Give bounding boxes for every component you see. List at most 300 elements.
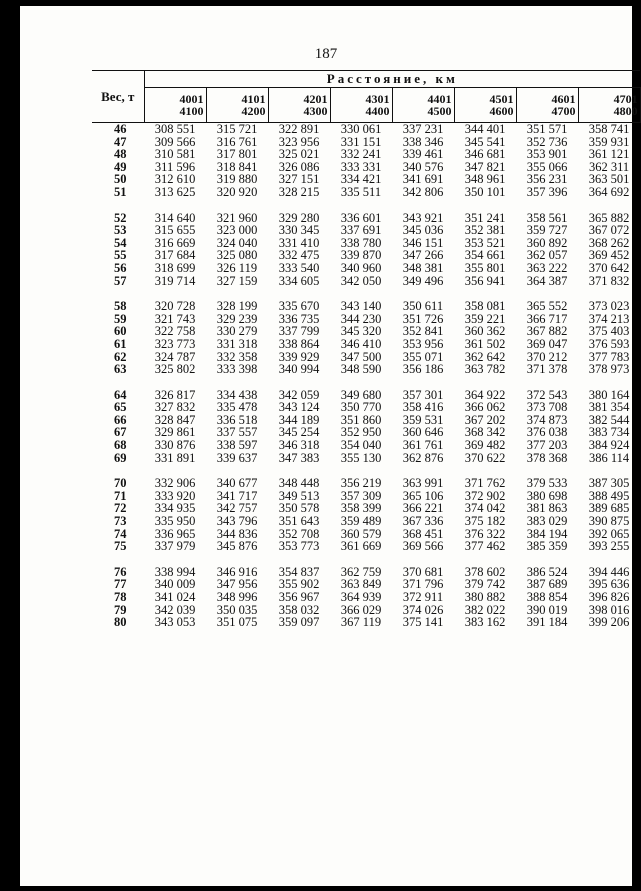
document-page	[20, 6, 638, 886]
range-to: 4600	[489, 104, 514, 118]
tariff-value-cell: 368 451	[402, 526, 444, 541]
weight-cell: 48	[114, 147, 127, 162]
tariff-value-cell: 328 199	[216, 299, 258, 314]
tariff-value-cell: 317 684	[154, 248, 196, 263]
distance-range-row	[92, 88, 640, 123]
tariff-value-cell: 352 841	[402, 324, 444, 339]
tariff-value-cell: 310 581	[154, 147, 196, 162]
weight-cell: 73	[114, 514, 127, 529]
tariff-value-cell: 330 279	[216, 324, 258, 339]
tariff-value-cell: 385 359	[526, 539, 568, 554]
tariff-value-cell: 327 159	[216, 273, 258, 288]
tariff-value-cell: 330 345	[278, 223, 320, 238]
weight-cell: 51	[114, 184, 127, 199]
tariff-value-cell: 382 544	[588, 412, 630, 427]
tariff-value-cell: 341 717	[216, 488, 258, 503]
tariff-value-cell: 350 101	[464, 184, 506, 199]
tariff-value-cell: 331 410	[278, 235, 320, 250]
tariff-value-cell: 348 961	[464, 172, 506, 187]
tariff-value-cell: 326 086	[278, 159, 320, 174]
tariff-value-cell: 392 065	[588, 526, 630, 541]
weight-cell: 68	[114, 438, 127, 453]
weight-cell: 64	[114, 387, 127, 402]
distance-range-header	[268, 88, 330, 123]
tariff-value-cell: 354 837	[278, 564, 320, 579]
range-from: 4601	[551, 92, 576, 106]
tariff-value-cell: 324 787	[154, 349, 196, 364]
tariff-value-cell: 323 956	[278, 134, 320, 149]
tariff-value-cell: 313 625	[154, 184, 196, 199]
weight-cell: 63	[114, 362, 127, 377]
tariff-value-cell: 355 801	[464, 260, 506, 275]
tariff-value-cell: 360 646	[402, 425, 444, 440]
tariff-value-cell: 376 593	[588, 336, 630, 351]
tariff-value-cell: 384 194	[526, 526, 568, 541]
range-to: 4400	[365, 104, 390, 118]
tariff-value-cell: 351 643	[278, 514, 320, 529]
tariff-value-cell: 308 551	[154, 122, 196, 136]
weight-cell: 80	[114, 615, 127, 630]
tariff-value-cell: 386 524	[526, 564, 568, 579]
tariff-value-cell: 344 836	[216, 526, 258, 541]
distance-range-header	[392, 88, 454, 123]
tariff-value-cell: 337 557	[216, 425, 258, 440]
table-row	[92, 439, 640, 452]
tariff-value-cell: 388 495	[588, 488, 630, 503]
tariff-value-cell: 374 026	[402, 602, 444, 617]
tariff-value-cell: 353 956	[402, 336, 444, 351]
tariff-value-cell: 351 860	[340, 412, 382, 427]
tariff-value-cell: 319 714	[154, 273, 196, 288]
tariff-value-cell: 328 847	[154, 412, 196, 427]
tariff-value-cell: 326 119	[216, 260, 258, 275]
tariff-value-cell: 347 821	[464, 159, 506, 174]
tariff-value-cell: 376 322	[464, 526, 506, 541]
tariff-value-cell: 346 151	[402, 235, 444, 250]
distance-header: Расстояние, км	[144, 71, 640, 88]
range-to: 4700	[551, 104, 576, 118]
tariff-value-cell: 351 241	[464, 210, 506, 225]
tariff-value-cell: 343 140	[340, 299, 382, 314]
tariff-value-cell: 365 106	[402, 488, 444, 503]
weight-cell: 54	[114, 235, 127, 250]
tariff-value-cell: 358 741	[588, 122, 630, 136]
table-row	[92, 300, 640, 313]
tariff-value-cell: 382 022	[464, 602, 506, 617]
tariff-value-cell: 340 677	[216, 476, 258, 491]
tariff-value-cell: 316 761	[216, 134, 258, 149]
tariff-value-cell: 329 239	[216, 311, 258, 326]
table-row	[92, 123, 640, 136]
tariff-value-cell: 331 318	[216, 336, 258, 351]
tariff-value-cell: 355 130	[340, 450, 382, 465]
tariff-value-cell: 337 979	[154, 539, 196, 554]
tariff-value-cell: 333 920	[154, 488, 196, 503]
tariff-value-cell: 323 773	[154, 336, 196, 351]
tariff-value-cell: 390 875	[588, 514, 630, 529]
table-row	[92, 186, 640, 199]
tariff-value-cell: 340 994	[278, 362, 320, 377]
weight-cell: 59	[114, 311, 127, 326]
tariff-value-cell: 350 611	[402, 299, 444, 314]
tariff-value-cell: 332 906	[154, 476, 196, 491]
tariff-value-cell: 383 162	[464, 615, 506, 630]
tariff-value-cell: 353 773	[278, 539, 320, 554]
tariff-value-cell: 368 262	[588, 235, 630, 250]
tariff-value-cell: 334 421	[340, 172, 382, 187]
tariff-value-cell: 366 221	[402, 501, 444, 516]
tariff-value-cell: 346 681	[464, 147, 506, 162]
tariff-value-cell: 359 727	[526, 223, 568, 238]
tariff-value-cell: 337 691	[340, 223, 382, 238]
tariff-value-cell: 355 902	[278, 577, 320, 592]
tariff-value-cell: 349 496	[402, 273, 444, 288]
tariff-value-cell: 378 973	[588, 362, 630, 377]
tariff-value-cell: 340 009	[154, 577, 196, 592]
tariff-value-cell: 360 362	[464, 324, 506, 339]
tariff-value-cell: 370 212	[526, 349, 568, 364]
weight-cell: 61	[114, 336, 127, 351]
tariff-value-cell: 341 024	[154, 590, 196, 604]
tariff-value-cell: 375 403	[588, 324, 630, 339]
tariff-value-cell: 372 911	[402, 590, 444, 604]
weight-cell: 78	[114, 590, 127, 604]
tariff-value-cell: 377 783	[588, 349, 630, 364]
tariff-value-cell: 346 410	[340, 336, 382, 351]
tariff-value-cell: 334 438	[216, 387, 258, 402]
tariff-value-cell: 366 029	[340, 602, 382, 617]
table-row	[92, 591, 640, 604]
tariff-value-cell: 348 448	[278, 476, 320, 491]
tariff-value-cell: 380 882	[464, 590, 506, 604]
tariff-value-cell: 357 396	[526, 184, 568, 199]
tariff-value-cell: 390 019	[526, 602, 568, 617]
tariff-value-cell: 359 489	[340, 514, 382, 529]
tariff-value-cell: 348 381	[402, 260, 444, 275]
tariff-value-cell: 354 040	[340, 438, 382, 453]
tariff-value-cell: 375 182	[464, 514, 506, 529]
tariff-value-cell: 347 956	[216, 577, 258, 592]
tariff-value-cell: 363 782	[464, 362, 506, 377]
tariff-value-cell: 398 016	[588, 602, 630, 617]
tariff-value-cell: 342 039	[154, 602, 196, 617]
tariff-value-cell: 343 796	[216, 514, 258, 529]
tariff-value-cell: 333 398	[216, 362, 258, 377]
range-from: 4201	[303, 92, 328, 106]
tariff-value-cell: 367 202	[464, 412, 506, 427]
weight-cell: 53	[114, 223, 127, 238]
tariff-value-cell: 323 000	[216, 223, 258, 238]
tariff-value-cell: 315 655	[154, 223, 196, 238]
tariff-value-cell: 344 189	[278, 412, 320, 427]
tariff-value-cell: 342 806	[402, 184, 444, 199]
tariff-value-cell: 350 035	[216, 602, 258, 617]
range-from: 4101	[241, 92, 266, 106]
weight-cell: 50	[114, 172, 127, 187]
tariff-value-cell: 336 601	[340, 210, 382, 225]
tariff-value-cell: 315 721	[216, 122, 258, 136]
tariff-value-cell: 336 965	[154, 526, 196, 541]
weight-cell: 65	[114, 400, 127, 415]
tariff-value-cell: 325 802	[154, 362, 196, 377]
tariff-value-cell: 373 023	[588, 299, 630, 314]
tariff-value-cell: 362 642	[464, 349, 506, 364]
table-body	[92, 123, 640, 629]
tariff-value-cell: 331 151	[340, 134, 382, 149]
tariff-value-cell: 360 892	[526, 235, 568, 250]
weight-cell: 71	[114, 488, 127, 503]
tariff-value-cell: 334 605	[278, 273, 320, 288]
weight-cell: 66	[114, 412, 127, 427]
tariff-value-cell: 388 854	[526, 590, 568, 604]
table-row	[92, 148, 640, 161]
tariff-value-cell: 372 902	[464, 488, 506, 503]
tariff-value-cell: 351 075	[216, 615, 258, 630]
tariff-value-cell: 364 922	[464, 387, 506, 402]
group-separator	[92, 199, 640, 212]
tariff-value-cell: 346 318	[278, 438, 320, 453]
tariff-value-cell: 338 597	[216, 438, 258, 453]
tariff-value-cell: 346 916	[216, 564, 258, 579]
tariff-value-cell: 356 967	[278, 590, 320, 604]
weight-cell: 72	[114, 501, 127, 516]
tariff-value-cell: 387 689	[526, 577, 568, 592]
tariff-value-cell: 344 401	[464, 122, 506, 136]
tariff-value-cell: 338 346	[402, 134, 444, 149]
weight-cell: 79	[114, 602, 127, 617]
tariff-value-cell: 329 280	[278, 210, 320, 225]
range-to: 4200	[241, 104, 266, 118]
tariff-value-cell: 343 921	[402, 210, 444, 225]
range-from: 4001	[179, 92, 204, 106]
tariff-value-cell: 353 901	[526, 147, 568, 162]
weight-cell: 67	[114, 425, 127, 440]
tariff-value-cell: 370 681	[402, 564, 444, 579]
tariff-value-cell: 364 939	[340, 590, 382, 604]
tariff-value-cell: 333 331	[340, 159, 382, 174]
weight-cell: 49	[114, 159, 127, 174]
weight-cell: 55	[114, 248, 127, 263]
tariff-value-cell: 387 305	[588, 476, 630, 491]
tariff-value-cell: 327 151	[278, 172, 320, 187]
tariff-value-cell: 347 383	[278, 450, 320, 465]
tariff-value-cell: 343 124	[278, 400, 320, 415]
tariff-value-cell: 369 482	[464, 438, 506, 453]
tariff-value-cell: 378 602	[464, 564, 506, 579]
tariff-value-cell: 371 378	[526, 362, 568, 377]
range-to: 4300	[303, 104, 328, 118]
tariff-value-cell: 311 596	[154, 159, 196, 174]
tariff-value-cell: 349 513	[278, 488, 320, 503]
tariff-value-cell: 379 742	[464, 577, 506, 592]
tariff-value-cell: 362 876	[402, 450, 444, 465]
tariff-value-cell: 347 500	[340, 349, 382, 364]
weight-cell: 56	[114, 260, 127, 275]
tariff-value-cell: 361 669	[340, 539, 382, 554]
tariff-value-cell: 321 743	[154, 311, 196, 326]
range-to: 4500	[427, 104, 452, 118]
table-row	[92, 401, 640, 414]
tariff-value-cell: 312 610	[154, 172, 196, 187]
tariff-value-cell: 353 521	[464, 235, 506, 250]
tariff-value-cell: 322 758	[154, 324, 196, 339]
tariff-value-cell: 366 717	[526, 311, 568, 326]
tariff-value-cell: 395 636	[588, 577, 630, 592]
tariff-value-cell: 362 759	[340, 564, 382, 579]
group-separator	[92, 376, 640, 389]
tariff-value-cell: 360 579	[340, 526, 382, 541]
tariff-value-cell: 356 219	[340, 476, 382, 491]
tariff-value-cell: 380 698	[526, 488, 568, 503]
tariff-value-cell: 367 119	[340, 615, 382, 630]
tariff-value-cell: 359 097	[278, 615, 320, 630]
tariff-value-cell: 339 637	[216, 450, 258, 465]
tariff-value-cell: 379 533	[526, 476, 568, 491]
tariff-value-cell: 364 692	[588, 184, 630, 199]
tariff-value-cell: 328 215	[278, 184, 320, 199]
tariff-value-cell: 371 832	[588, 273, 630, 288]
tariff-value-cell: 373 708	[526, 400, 568, 415]
page-number: 187	[314, 46, 338, 62]
tariff-value-cell: 363 991	[402, 476, 444, 491]
tariff-value-cell: 352 950	[340, 425, 382, 440]
tariff-value-cell: 368 342	[464, 425, 506, 440]
tariff-value-cell: 345 036	[402, 223, 444, 238]
table-row	[92, 262, 640, 275]
tariff-value-cell: 376 038	[526, 425, 568, 440]
table-row	[92, 338, 640, 351]
weight-cell: 46	[114, 122, 127, 136]
tariff-value-cell: 393 255	[588, 539, 630, 554]
weight-cell: 57	[114, 273, 127, 288]
tariff-value-cell: 369 566	[402, 539, 444, 554]
tariff-value-cell: 314 640	[154, 210, 196, 225]
tariff-value-cell: 363 849	[340, 577, 382, 592]
tariff-value-cell: 363 501	[588, 172, 630, 187]
tariff-table	[92, 70, 641, 629]
group-separator	[92, 553, 640, 566]
tariff-value-cell: 359 221	[464, 311, 506, 326]
tariff-value-cell: 338 780	[340, 235, 382, 250]
tariff-value-cell: 322 891	[278, 122, 320, 136]
tariff-value-cell: 344 230	[340, 311, 382, 326]
tariff-value-cell: 320 728	[154, 299, 196, 314]
weight-cell: 47	[114, 134, 127, 149]
tariff-value-cell: 356 186	[402, 362, 444, 377]
tariff-value-cell: 374 042	[464, 501, 506, 516]
tariff-value-cell: 396 826	[588, 590, 630, 604]
table-header	[92, 71, 640, 123]
tariff-value-cell: 348 590	[340, 362, 382, 377]
tariff-value-cell: 367 882	[526, 324, 568, 339]
tariff-value-cell: 316 669	[154, 235, 196, 250]
tariff-value-cell: 356 231	[526, 172, 568, 187]
tariff-value-cell: 337 231	[402, 122, 444, 136]
tariff-value-cell: 332 358	[216, 349, 258, 364]
range-from: 4301	[365, 92, 390, 106]
tariff-value-cell: 339 929	[278, 349, 320, 364]
range-from: 4501	[489, 92, 514, 106]
tariff-value-cell: 331 891	[154, 450, 196, 465]
tariff-value-cell: 350 770	[340, 400, 382, 415]
tariff-value-cell: 357 309	[340, 488, 382, 503]
tariff-value-cell: 377 462	[464, 539, 506, 554]
tariff-value-cell: 357 301	[402, 387, 444, 402]
tariff-value-cell: 321 960	[216, 210, 258, 225]
tariff-value-cell: 356 941	[464, 273, 506, 288]
range-to: 4800	[613, 104, 638, 118]
weight-cell: 52	[114, 210, 127, 225]
tariff-value-cell: 339 461	[402, 147, 444, 162]
tariff-value-cell: 364 387	[526, 273, 568, 288]
tariff-value-cell: 324 040	[216, 235, 258, 250]
tariff-value-cell: 349 680	[340, 387, 382, 402]
tariff-value-cell: 327 832	[154, 400, 196, 415]
table-row	[92, 540, 640, 553]
distance-range-header	[206, 88, 268, 123]
weight-cell: 62	[114, 349, 127, 364]
tariff-value-cell: 361 121	[588, 147, 630, 162]
distance-range-header	[144, 88, 206, 123]
tariff-value-cell: 391 184	[526, 615, 568, 630]
tariff-value-cell: 394 446	[588, 564, 630, 579]
tariff-value-cell: 348 996	[216, 590, 258, 604]
weight-column-header: Вес, т	[92, 71, 144, 123]
tariff-value-cell: 336 735	[278, 311, 320, 326]
weight-cell: 74	[114, 526, 127, 541]
tariff-value-cell: 363 222	[526, 260, 568, 275]
tariff-value-cell: 371 762	[464, 476, 506, 491]
tariff-value-cell: 362 057	[526, 248, 568, 263]
tariff-value-cell: 374 213	[588, 311, 630, 326]
tariff-value-cell: 326 817	[154, 387, 196, 402]
tariff-value-cell: 361 761	[402, 438, 444, 453]
distance-range-header	[516, 88, 578, 123]
weight-cell: 69	[114, 450, 127, 465]
tariff-value-cell: 345 876	[216, 539, 258, 554]
tariff-value-cell: 355 071	[402, 349, 444, 364]
tariff-value-cell: 345 541	[464, 134, 506, 149]
table-row	[92, 275, 640, 288]
tariff-value-cell: 372 543	[526, 387, 568, 402]
tariff-value-cell: 399 206	[588, 615, 630, 630]
table-row	[92, 452, 640, 465]
table-row	[92, 477, 640, 490]
tariff-value-cell: 371 796	[402, 577, 444, 592]
tariff-value-cell: 374 873	[526, 412, 568, 427]
tariff-value-cell: 386 114	[588, 450, 630, 465]
tariff-value-cell: 383 734	[588, 425, 630, 440]
tariff-value-cell: 338 864	[278, 336, 320, 351]
tariff-value-cell: 333 540	[278, 260, 320, 275]
tariff-value-cell: 355 066	[526, 159, 568, 174]
tariff-value-cell: 352 736	[526, 134, 568, 149]
tariff-value-cell: 317 801	[216, 147, 258, 162]
range-from: 4401	[427, 92, 452, 106]
weight-cell: 76	[114, 564, 127, 579]
tariff-value-cell: 342 050	[340, 273, 382, 288]
tariff-value-cell: 384 924	[588, 438, 630, 453]
tariff-value-cell: 358 561	[526, 210, 568, 225]
tariff-value-cell: 343 053	[154, 615, 196, 630]
tariff-value-cell: 335 670	[278, 299, 320, 314]
range-from: 4701	[613, 92, 638, 106]
tariff-value-cell: 340 960	[340, 260, 382, 275]
tariff-value-cell: 342 059	[278, 387, 320, 402]
tariff-value-cell: 330 061	[340, 122, 382, 136]
tariff-value-cell: 337 799	[278, 324, 320, 339]
tariff-value-cell: 318 841	[216, 159, 258, 174]
